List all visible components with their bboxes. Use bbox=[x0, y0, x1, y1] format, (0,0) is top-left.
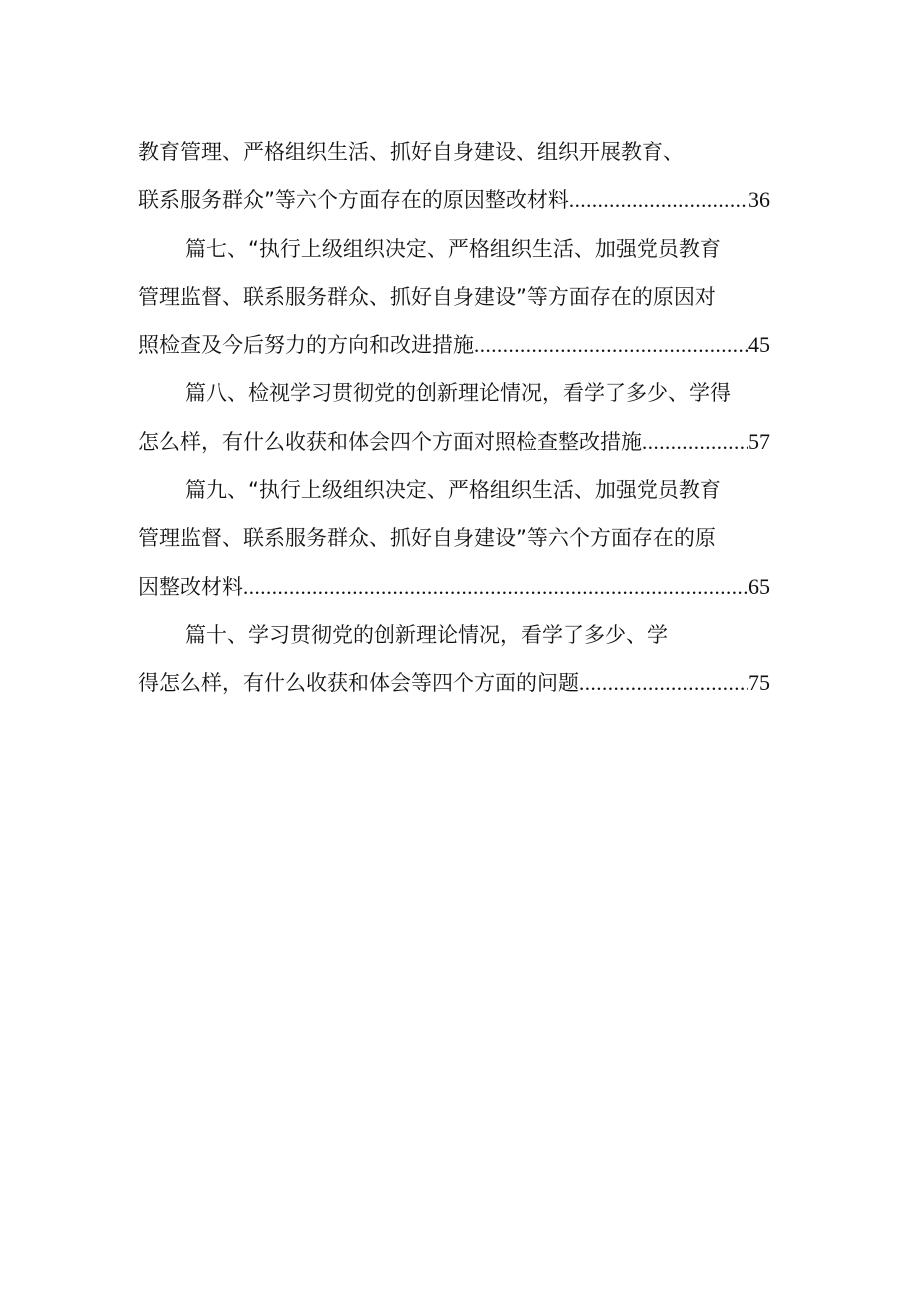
page-number: 75 bbox=[748, 670, 770, 696]
dot-leader bbox=[243, 563, 748, 611]
dot-leader bbox=[569, 176, 748, 224]
toc-entry-pian-shi[interactable] bbox=[138, 611, 788, 659]
dot-leader bbox=[642, 418, 748, 466]
toc-line-text: 得怎么样，有什么收获和体会等四个方面的问题 bbox=[138, 671, 579, 696]
toc-line-text: 怎么样，有什么收获和体会四个方面对照检查整改措施 bbox=[138, 429, 642, 454]
toc-entry-pian-ba[interactable] bbox=[138, 369, 788, 417]
toc-line-with-page[interactable] bbox=[138, 321, 770, 369]
toc-line bbox=[138, 128, 788, 176]
toc-line-text: 联系服务群众”等六个方面存在的原因整改材料 bbox=[138, 188, 569, 213]
table-of-contents bbox=[138, 128, 788, 708]
toc-line-text: 照检查及今后努力的方向和改进措施 bbox=[138, 333, 474, 358]
toc-line bbox=[138, 273, 788, 321]
page-number: 57 bbox=[748, 428, 770, 454]
page-number: 36 bbox=[748, 187, 770, 213]
toc-line-text: 篇八、检视学习贯彻党的创新理论情况，看学了多少、学得 bbox=[185, 381, 731, 406]
toc-entry-pian-jiu[interactable] bbox=[138, 466, 788, 514]
page-number: 45 bbox=[748, 332, 770, 358]
dot-leader bbox=[474, 321, 748, 369]
toc-line-text: 管理监督、联系服务群众、抓好自身建设”等方面存在的原因对 bbox=[138, 284, 716, 309]
toc-line-text: 管理监督、联系服务群众、抓好自身建设”等六个方面存在的原 bbox=[138, 526, 716, 551]
dot-leader bbox=[579, 659, 748, 707]
toc-line-text: 教育管理、严格组织生活、抓好自身建设、组织开展教育、 bbox=[138, 140, 684, 164]
toc-line-text: 篇九、“执行上级组织决定、严格组织生活、加强党员教育 bbox=[185, 478, 721, 503]
toc-line-text: 篇七、“执行上级组织决定、严格组织生活、加强党员教育 bbox=[185, 236, 721, 261]
toc-line bbox=[138, 514, 788, 562]
toc-entry-pian-liu-end[interactable] bbox=[138, 176, 770, 224]
toc-entry-pian-qi[interactable] bbox=[138, 225, 788, 273]
toc-line-text: 篇十、学习贯彻党的创新理论情况，看学了多少、学 bbox=[185, 622, 668, 647]
toc-line-text: 因整改材料 bbox=[138, 574, 243, 599]
toc-line-with-page[interactable] bbox=[138, 563, 770, 611]
toc-line-with-page[interactable] bbox=[138, 418, 770, 466]
page-number: 65 bbox=[748, 573, 770, 599]
toc-line-with-page[interactable] bbox=[138, 659, 770, 707]
